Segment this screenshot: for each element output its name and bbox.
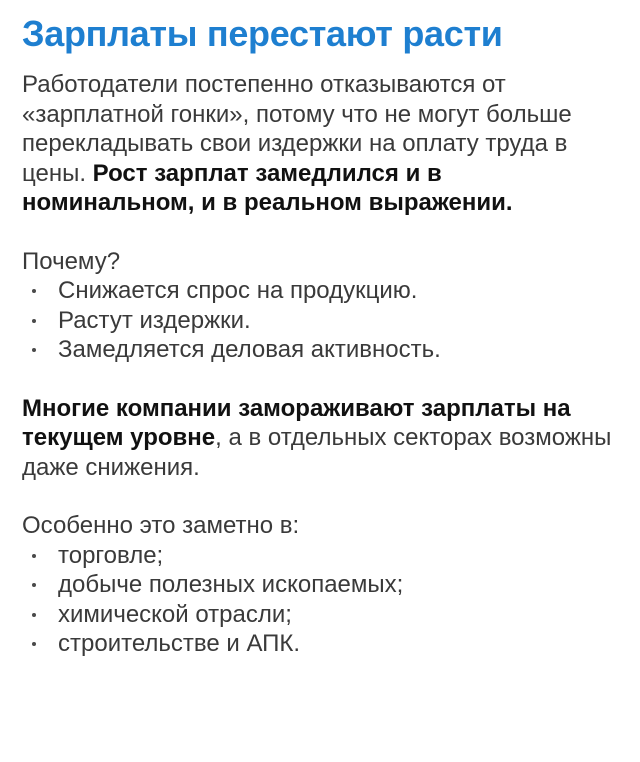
intro-highlight: Рост зарплат замедлился и в номинальном, и в реальном выражении. [22,159,513,216]
why-heading: Почему? [22,247,121,275]
bullet-icon [32,554,36,558]
list-item [32,335,618,365]
list-item-text: Замедляется деловая активность. [58,336,441,363]
why-list [22,276,618,365]
bullet-icon [32,642,36,646]
bullet-icon [32,289,36,293]
list-item-text: химической отрасли; [58,600,292,628]
bullet-icon [32,583,36,587]
sectors-heading: Особенно это заметно в: [22,512,300,539]
list-item [32,629,618,659]
list-item-text: торговле; [58,541,164,569]
list-item [32,600,618,630]
freeze-paragraph [22,394,618,483]
list-item [32,570,618,600]
freeze-highlight: Многие компании замораживают зарплаты на текущем уровне [22,394,571,451]
list-item-text: Снижается спрос на продукцию. [58,277,418,304]
freeze-text: , а в отдельных секторах возможны даже снижения. [22,424,612,481]
intro-text: Работодатели постепенно отказываются от «зарплатной гонки», потому что не могут больше перекладывать свои издержки на оплату труда в цены. [22,71,572,187]
list-item [32,541,618,571]
sectors-list [22,541,618,659]
list-item-text: Растут издержки. [58,306,251,334]
intro-paragraph [22,70,618,218]
sectors-section [22,511,618,659]
list-item [32,306,618,336]
bullet-icon [32,348,36,352]
why-section [22,247,618,365]
list-item-text: строительстве и АПК. [58,630,301,657]
list-item-text: добыче полезных ископаемых; [58,571,404,598]
list-item [32,276,618,306]
bullet-icon [32,613,36,617]
page-title: Зарплаты перестают расти [22,13,503,54]
bullet-icon [32,319,36,323]
